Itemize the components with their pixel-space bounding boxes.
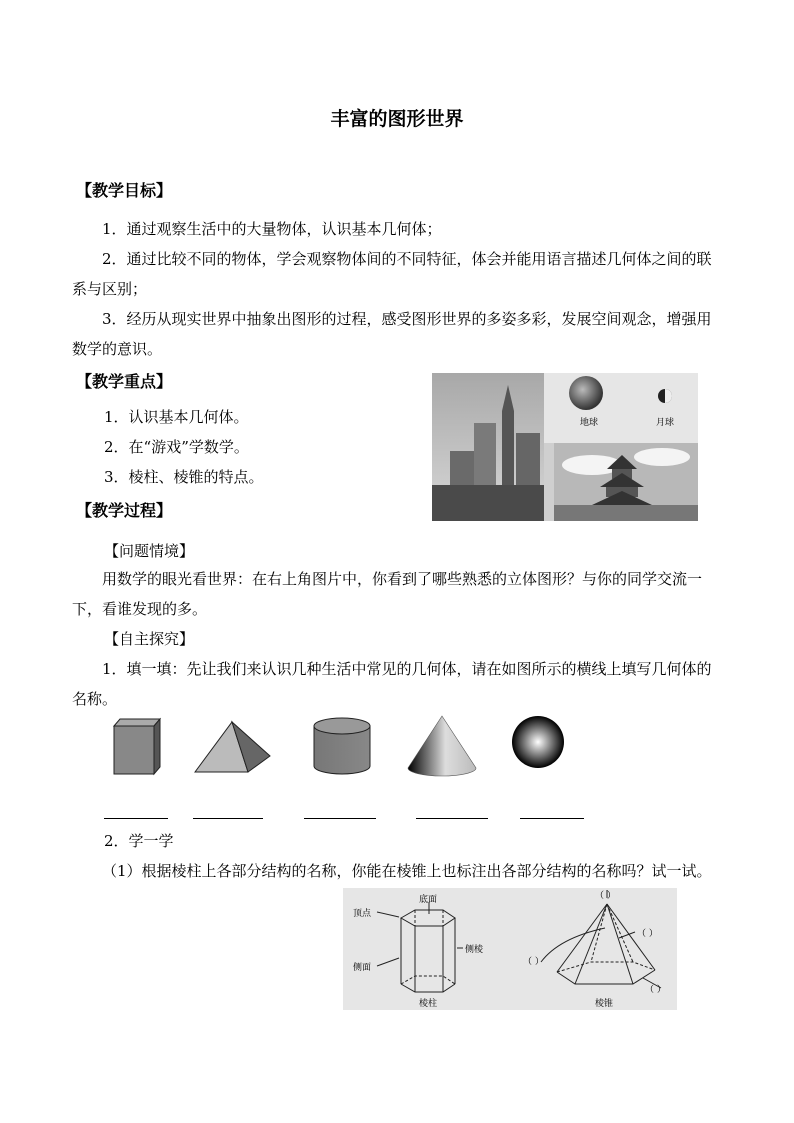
vertex-label: 顶点 [353,909,372,919]
pyramid-blank-top: （ ） [595,891,616,901]
lateral-edge-label: 侧棱 [465,945,484,955]
situation-text: 用数学的眼光看世界：在右上角图片中，你看到了哪些熟悉的立体图形？与你的同学交流一下，看谁发现的多。 [72,570,703,618]
key-point-3: 3．棱柱、棱锥的特点。 [104,468,264,486]
key-points-heading: 【教学重点】 [76,372,173,391]
cuboid-icon [114,719,160,774]
pyramid-label: 棱锥 [595,999,614,1009]
pyramid-icon [195,722,270,772]
pyramid-blank-left: （ ） [523,957,544,967]
base-label: 底面 [419,895,438,905]
learn-text: （1）根据棱柱上各部分结构的名称，你能在棱锥上也标注出各部分结构的名称吗？试一试。 [102,862,712,880]
learn-heading: 2．学一学 [104,832,174,850]
earth-label: 地球 [580,418,599,428]
goal-item-3: 3．经历从现实世界中抽象出图形的过程，感受图形世界的多姿多彩，发展空间观念，增强用数学的意识。 [72,310,712,358]
fill-in-text: 1．填一填：先让我们来认识几种生活中常见的几何体，请在如图所示的横线上填写几何体的名称。 [72,660,712,708]
answer-blank-1[interactable] [104,818,168,819]
pyramid-blank-right: （ ） [637,929,658,939]
moon-label: 月球 [656,418,675,428]
key-point-2: 2．在“游戏”学数学。 [104,438,249,456]
goal-item-2: 2．通过比较不同的物体，学会观察物体间的不同特征，体会并能用语言描述几何体之间的联系与区别； [72,250,712,298]
page-title: 丰富的图形世界 [330,108,464,130]
photo-collage-drawing [432,373,698,521]
geometric-solids [100,712,580,782]
answer-blank-4[interactable] [416,818,488,819]
prism-pyramid-diagram [343,888,677,1010]
answer-blank-2[interactable] [193,818,263,819]
explore-heading: 【自主探究】 [104,630,195,648]
photo-collage [432,373,698,521]
lateral-face-label: 侧面 [353,963,372,973]
sphere-icon [512,716,564,768]
answer-blank-5[interactable] [520,818,584,819]
pyramid-blank-bottom: （ ） [645,985,666,995]
goals-heading: 【教学目标】 [76,181,173,200]
cylinder-icon [314,718,370,774]
process-heading: 【教学过程】 [76,501,173,520]
goal-item-1: 1．通过观察生活中的大量物体，认识基本几何体； [102,220,442,238]
prism-pyramid-drawing [343,888,677,1010]
key-point-1: 1．认识基本几何体。 [104,408,249,426]
situation-heading: 【问题情境】 [104,542,195,560]
answer-blank-3[interactable] [304,818,376,819]
prism-label: 棱柱 [419,999,438,1009]
cone-icon [408,716,476,776]
